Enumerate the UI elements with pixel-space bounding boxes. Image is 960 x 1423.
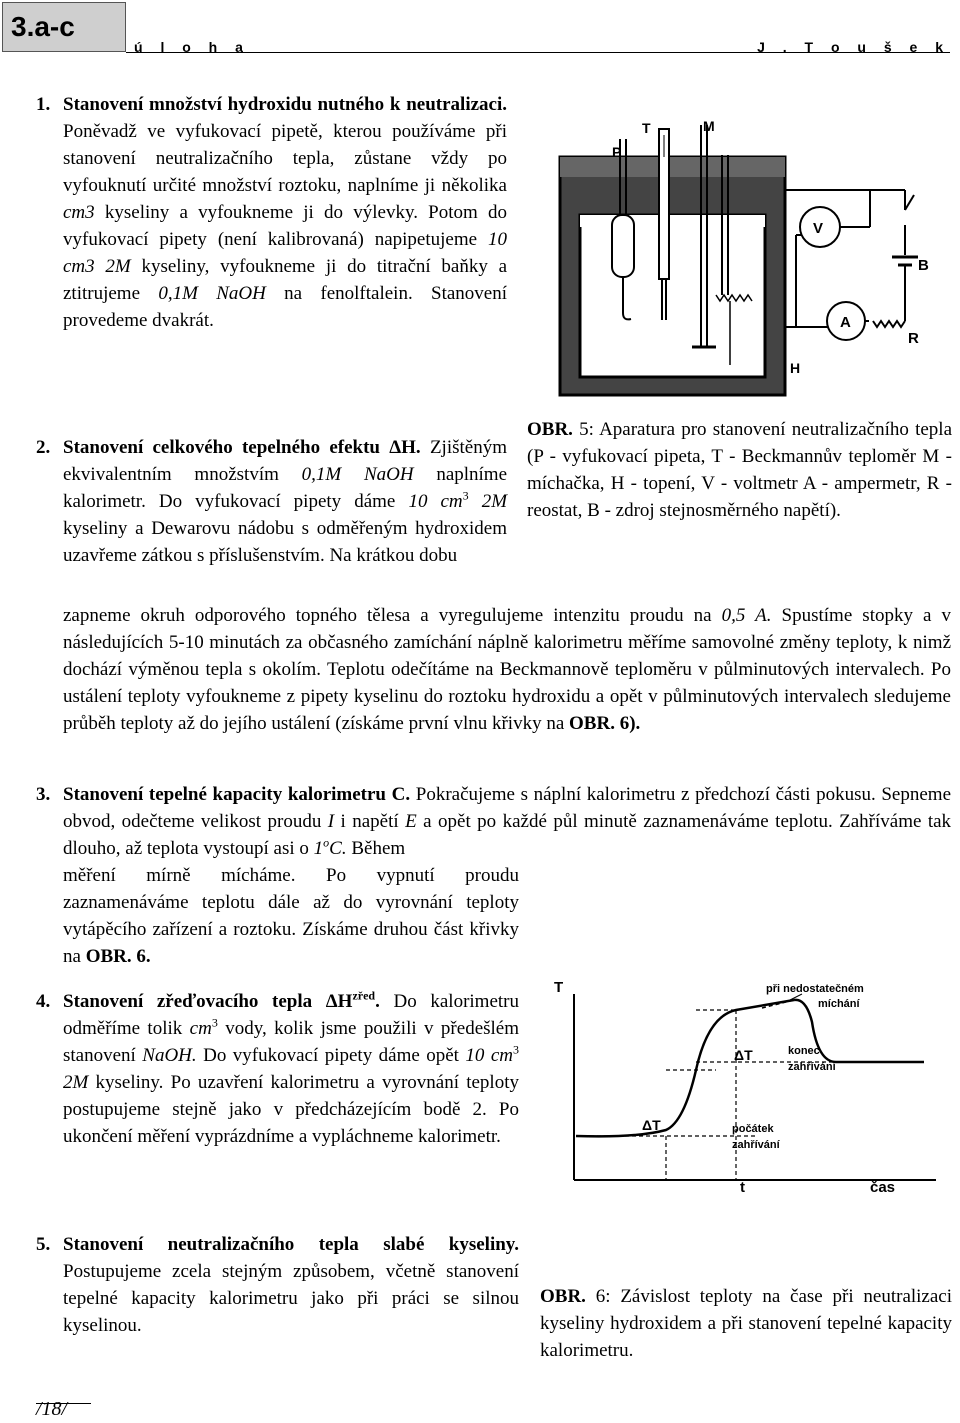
section-5-text: Postupujeme zcela stejným způsobem, včetně stanovení tepelné kapacity kalorimetru jako při práci se silnou kyselinou. (63, 1261, 519, 1336)
fig6-label-top-1: při nedostatečném (766, 983, 864, 995)
figure-6-curve (536, 970, 950, 1260)
section-4-text-c: Do vyfukovací pipety dáme opět (203, 1045, 459, 1066)
section-2-text-e: Spustíme stopky a v následujících 5-10 minutách za občasného zamíchání náplně kalorimetru měříme samovolné změny teploty, k nimž dochází výměnou tepla s okolím. Teplotu odečítáme na Beckmannově teploměru v půlminutových intervalech. Po ustálení teploty vyfoukneme z pipety kyselinu do roztoku hydroxidu a opět v půlminutových intervalech sledujeme průběh teploty až do jejího ustálení (získáme první vlnu křivky na (63, 605, 952, 734)
fig6-label-start-2: zahřívání (732, 1139, 780, 1151)
section-2-volume: 10 cm (408, 491, 463, 512)
fig6-label-top-2: míchání (818, 998, 860, 1010)
section-1-text-c: kyseliny, vyfoukneme ji do titrační baňky a ztitrujeme (63, 256, 508, 304)
section-3-top (63, 781, 951, 862)
section-2-text-c: kyseliny a Dewarovu nádobu s odměřeným hydroxidem uzavřeme zátkou s příslušenstvím. Na krátkou dobu (63, 518, 507, 566)
fig5-label-a: A (840, 314, 851, 331)
header-left: ú l o h a (134, 39, 250, 55)
fig5-label-t: T (642, 120, 651, 136)
fig5-label-m: M (703, 118, 715, 134)
fig6-label-dt-lower: ΔT (642, 1117, 661, 1133)
section-3-text-e: měření mírně mícháme. Po vypnutí proudu zaznamenáváme teplotu dále až do vyrovnání teploty vytápěcího zařízení a roztoku. Získáme druhou část křivky na (63, 865, 519, 967)
fig6-axis-time-t: t (740, 1179, 745, 1196)
section-4-title: Stanovení zřeďovacího tepla ΔH (63, 991, 353, 1012)
section-2-current: 0,5 A. (721, 605, 772, 626)
section-2-naoh: 0,1M NaOH (301, 464, 414, 485)
figure-6-caption-ref: OBR. (540, 1286, 586, 1307)
figure-5-caption-ref: OBR. (527, 419, 573, 440)
section-2-number: 2. (36, 437, 51, 458)
fig6-axis-cas: čas (870, 1179, 896, 1196)
section-4-cm: cm (189, 1018, 212, 1039)
section-1-text-d: na fenolftalein. Stanovení provedeme dvakrát. (63, 283, 508, 331)
task-label: 3.a-c (11, 11, 75, 42)
section-3-deg-unit: C. (329, 838, 347, 859)
section-4-sup-2: 3 (513, 1042, 520, 1057)
fig6-label-start-1: počátek (732, 1123, 774, 1135)
section-4-molarity: 2M (63, 1072, 89, 1093)
section-5-title: Stanovení neutralizačního tepla slabé kyseliny. (63, 1234, 519, 1255)
section-3-title: Stanovení tepelné kapacity kalorimetru C. (63, 784, 411, 805)
section-3-number: 3. (36, 784, 51, 805)
figure-6-caption (540, 1283, 952, 1364)
section-2-text-b: naplníme kalorimetr. Do vyfukovací pipety dáme (63, 464, 508, 512)
figure-6-caption-num: 6: (595, 1286, 611, 1307)
section-1-cm3: cm3 (63, 202, 95, 223)
section-2-title: Stanovení celkového tepelného efektu ΔH. (63, 437, 421, 458)
section-4: Stanovení zřeďovacího tepla $\Delta H^{zřed}$. Do kalorimetru odměříme tolik $cm^3$ vody, kolik jsme použili v předešlém stanovení NaOH. Do vyfukovací pipety dáme opět 10 $cm^3$ 2M kyseliny. Po uzavření kalorimetru a vyrovnání teploty postupujeme stejně jako v předcházejícím bodě 2. Po ukončení měření vyprázdníme a vypláchneme kalorimetr. (63, 988, 520, 1147)
section-3-current-symbol: I (327, 811, 335, 832)
section-1-naoh: 0,1M NaOH (158, 283, 266, 304)
figure-5-caption-num: 5: (579, 419, 594, 440)
section-3-text-c: a opět po každé půl minutě zaznamenáváme teplotu. Zahříváme tak dlouho, až teplota vystoupí asi o (63, 811, 952, 859)
section-4-text-d: kyseliny. Po uzavření kalorimetru a vyrovnání teploty postupujeme stejně jako v předcházejícím bodě 2. Po ukončení měření vyprázdníme a vypláchneme kalorimetr. (63, 1072, 519, 1147)
section-4-text-a: Do kalorimetru odměříme tolik (63, 991, 519, 1039)
section-1-text-b: kyseliny a vyfoukneme ji do výlevky. Potom do vyfukovací pipety (není kalibrovaná) napipetujeme (63, 202, 508, 250)
section-2-molarity: 2M (481, 491, 508, 512)
section-3-text-a: Pokračujeme s náplní kalorimetru z předchozí části pokusu. Sepneme obvod, odečteme velikost proudu (63, 784, 952, 832)
section-2-text-a: Zjištěným ekvivalentním množstvím (63, 437, 508, 485)
section-4-volume: 10 cm (465, 1045, 514, 1066)
section-2-text-d: zapneme okruh odporového topného tělesa a vyregulujeme intenzitu proudu na (63, 605, 712, 626)
section-2-fig-ref: OBR. 6). (569, 713, 641, 734)
figure-6-caption-text: Závislost teploty na čase při neutralizaci kyseliny hydroxidem a při stanovení tepelné kapacity kalorimetru. (540, 1286, 953, 1361)
section-4-sup: 3 (211, 1015, 218, 1030)
section-3-deg-value: 1 (313, 838, 324, 859)
fig6-label-end-2: zahřívání (788, 1061, 836, 1073)
section-2-top (63, 434, 507, 569)
section-1 (63, 91, 507, 334)
fig5-label-r: R (908, 330, 919, 347)
section-3-text-d: Během (351, 838, 406, 859)
section-2-sup: 3 (462, 488, 469, 503)
figure-5-caption (527, 416, 952, 524)
section-4-text-b: vody, kolik jsme použili v předešlém stanovení (63, 1018, 520, 1066)
section-5-number: 5. (36, 1234, 51, 1255)
section-4-naoh: NaOH. (142, 1045, 197, 1066)
section-1-volume: 10 cm3 2M (63, 229, 507, 277)
task-label-box (2, 2, 126, 52)
section-3-deg-sup: o (323, 835, 330, 850)
fig5-label-v: V (813, 220, 824, 237)
fig5-label-b: B (918, 257, 929, 274)
section-1-title: Stanovení množství hydroxidu nutného k neutralizaci. (63, 94, 507, 115)
section-1-number: 1. (36, 94, 51, 115)
fig5-label-h: H (790, 360, 801, 376)
fig5-label-p: P (612, 144, 622, 160)
figure-5-caption-text: Aparatura pro stanovení neutralizačního tepla (P - vyfukovací pipeta, T - Beckmannův teploměr M - míchačka, H - topení, V - voltmetr A - ampermetr, R - reostat, B - zdroj stejnosměrného napětí). (527, 419, 953, 521)
section-3-text-b: i napětí (340, 811, 399, 832)
fig6-label-dt-upper: ΔT (734, 1047, 753, 1063)
figure-5-apparatus (520, 95, 950, 415)
page-number: /18/ (36, 1398, 68, 1420)
section-5 (63, 1231, 519, 1339)
section-3-fig-ref: OBR. 6. (85, 946, 151, 967)
section-3-bottom (63, 862, 519, 970)
section-4-number: 4. (36, 991, 51, 1012)
section-1-text-a: Poněvadž ve vyfukovací pipetě, kterou používáme při stanovení neutralizačního tepla, zůstane vždy po vyfouknutí určité množství roztoku, naplníme ji několika (63, 121, 507, 196)
section-4-title-sup: zřed (352, 988, 376, 1003)
section-3-voltage-symbol: E (405, 811, 417, 832)
fig6-axis-t: T (554, 979, 564, 996)
header-author: J . T o u š e k (757, 39, 950, 55)
section-2-bottom (63, 602, 951, 737)
fig6-label-end-1: konec (788, 1045, 820, 1057)
